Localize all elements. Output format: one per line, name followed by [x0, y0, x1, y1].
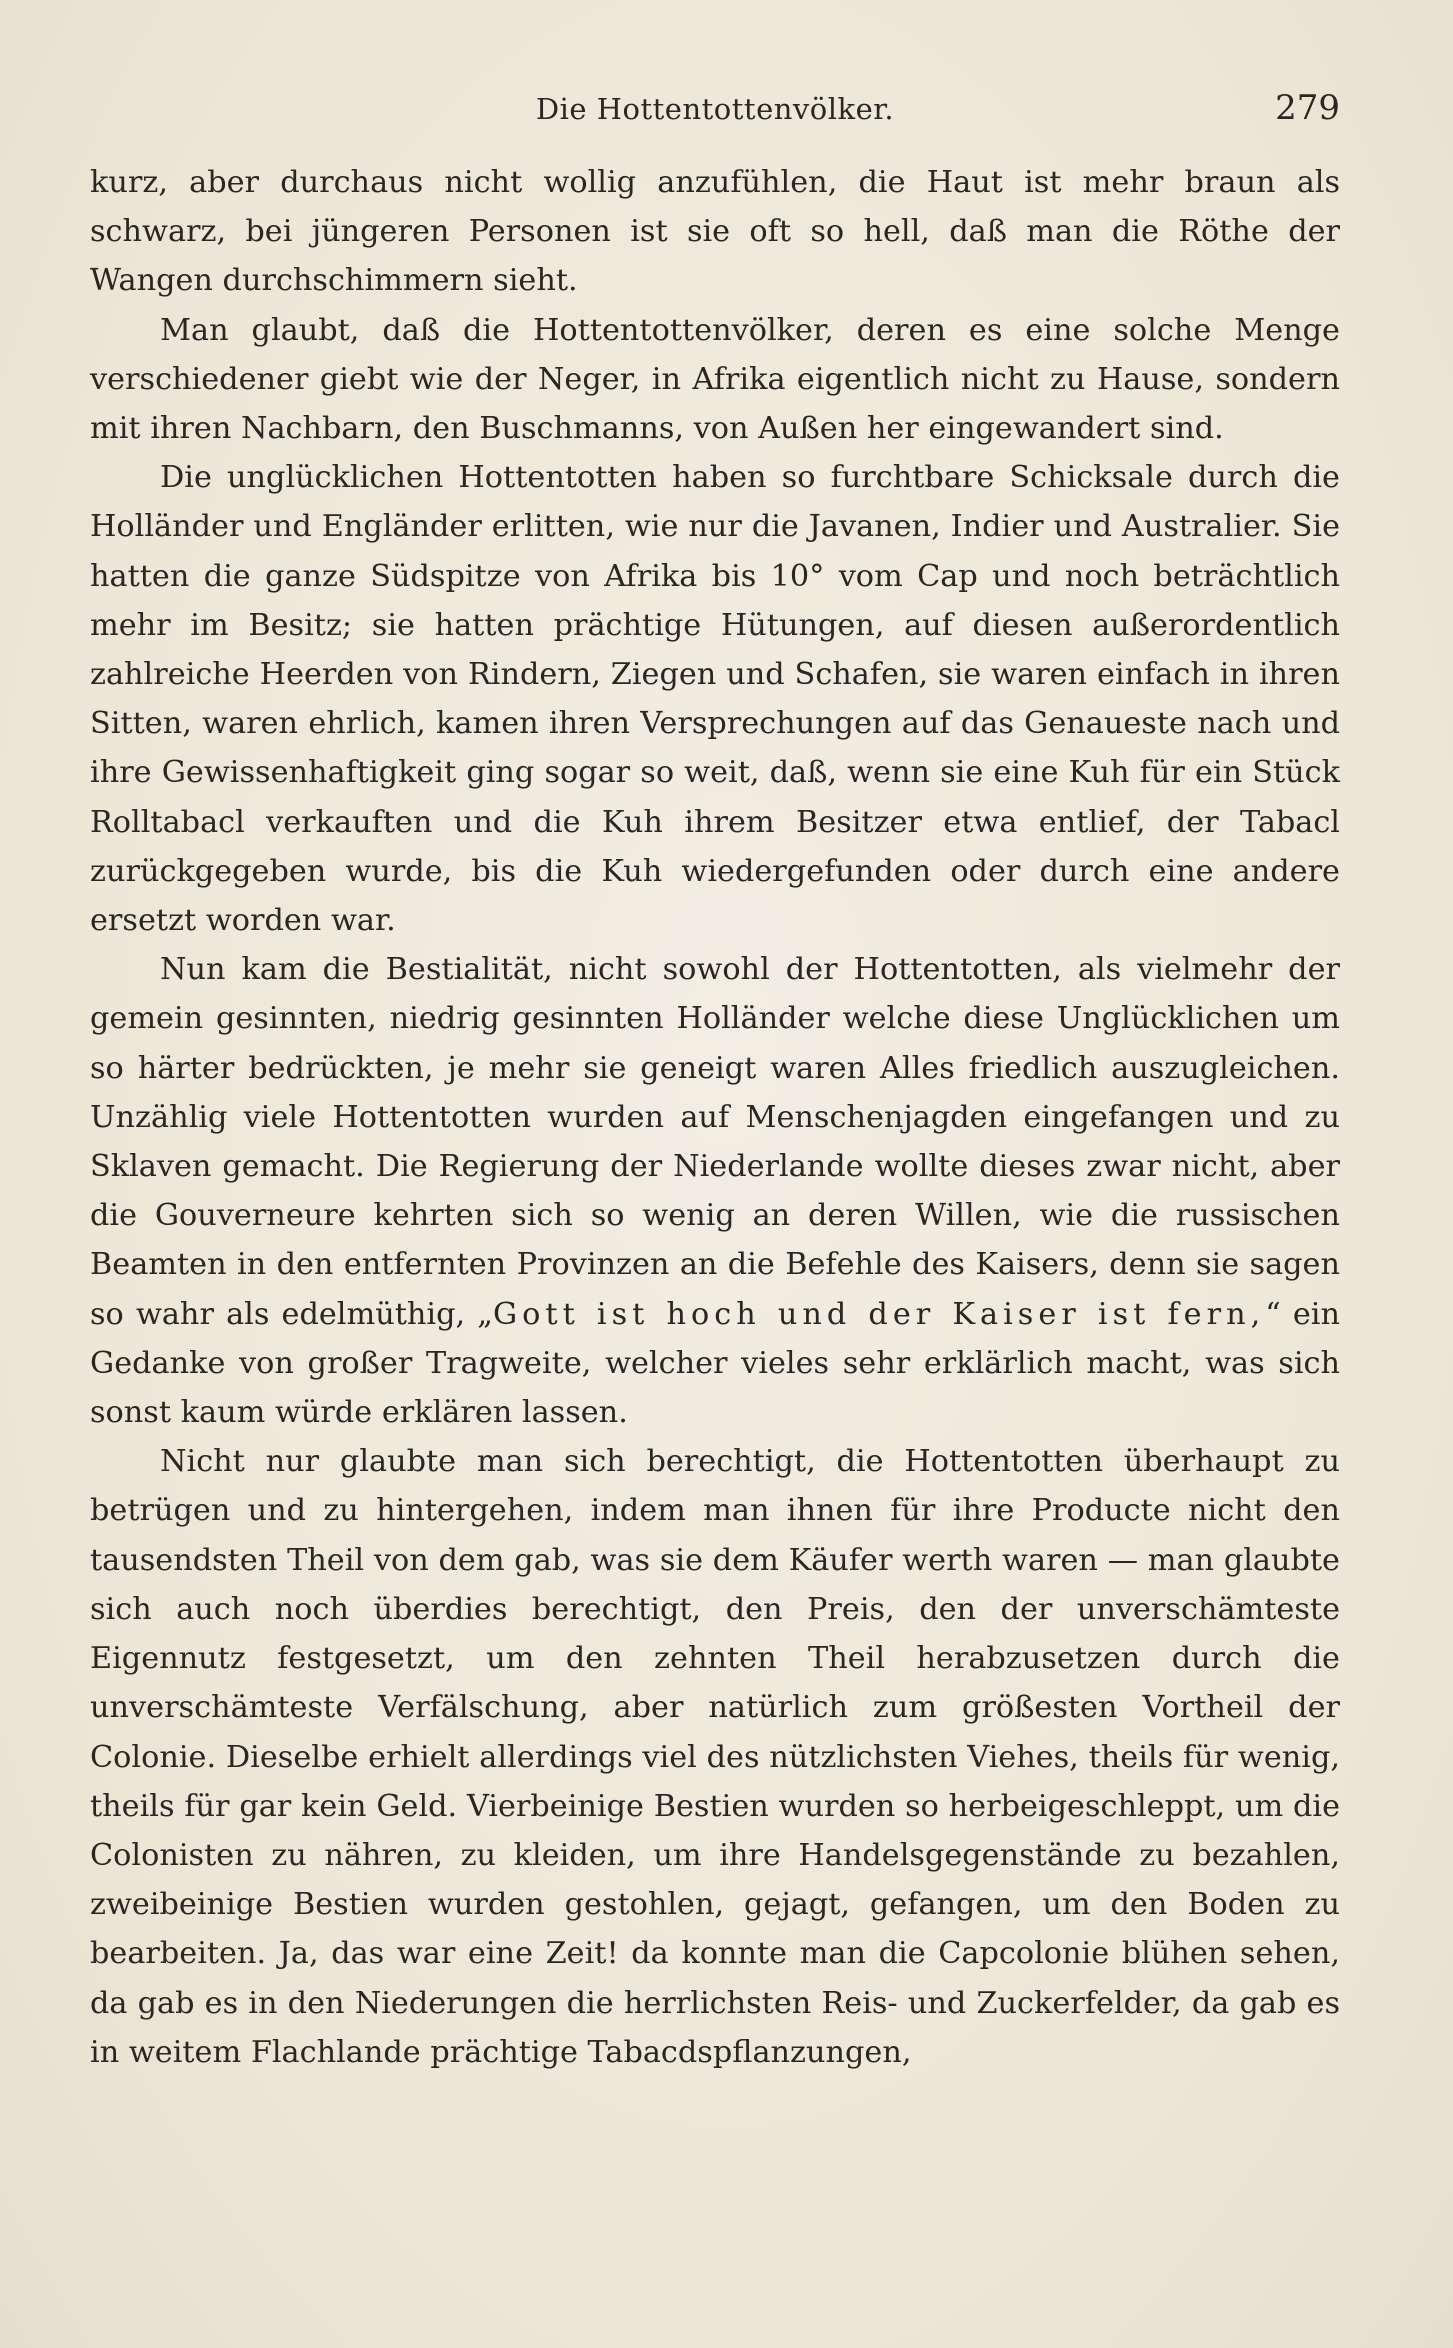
paragraph-3: Die unglücklichen Hottentotten haben so furchtbare Schicksale durch die Holländer und Engländer erlitten, wie nur die Javanen, Indier und Australier. Sie hatten die ganze Südspitze von Afrika bis 10° vom Cap und noch beträchtlich mehr im Besitz; sie hatten prächtige Hütungen, auf diesen außerordentlich zahlreiche Heerden von Rindern, Ziegen und Schafen, sie waren einfach in ihren Sitten, waren ehrlich, kamen ihren Versprechungen auf das Genaueste nach und ihre Gewissenhaftigkeit ging sogar so weit, daß, wenn sie eine Kuh für ein Stück Rolltabacl verkauften und die Kuh ihrem Besitzer etwa entlief, der Tabacl zurückgegeben wurde, bis die Kuh wiedergefunden oder durch eine andere ersetzt worden war.: [90, 460, 1340, 939]
paragraph-1: kurz, aber durchaus nicht wollig anzufühlen, die Haut ist mehr braun als schwarz, bei jüngeren Personen ist sie oft so hell, daß man die Röthe der Wangen durchschimmern sieht.: [90, 165, 1340, 299]
running-head: [90, 88, 1340, 132]
header-title: Die Hottentottenvölker.: [535, 92, 895, 126]
paragraph-5: Nicht nur glaubte man sich berechtigt, die Hottentotten überhaupt zu betrügen und zu hintergehen, indem man ihnen für ihre Producte nicht den tausendsten Theil von dem gab, was sie dem Käufer werth waren — man glaubte sich auch noch überdies berechtigt, den Preis, den der unverschämteste Eigennutz festgesetzt, um den zehnten Theil herabzusetzen durch die unverschämteste Verfälschung, aber natürlich zum größesten Vortheil der Colonie. Dieselbe erhielt allerdings viel des nützlichsten Viehes, theils für wenig, theils für gar kein Geld. Vierbeinige Bestien wurden so herbeigeschleppt, um die Colonisten zu nähren, zu kleiden, um ihre Handelsgegenstände zu bezahlen, zweibeinige Bestien wurden gestohlen, gejagt, gefangen, um den Boden zu bearbeiten. Ja, das war eine Zeit! da konnte man die Capcolonie blühen sehen, da gab es in den Niederungen die herrlichsten Reis- und Zuckerfelder, da gab es in weitem Flachlande prächtige Tabacdspflanzungen,: [90, 1444, 1340, 2070]
paragraph-4-text-after: “ ein Gedanke von großer Tragweite, welcher vieles sehr erklärlich macht, was sich sonst kaum würde erklären lassen.: [90, 1296, 1340, 1431]
paragraph-2: Man glaubt, daß die Hottentottenvölker, deren es eine solche Menge verschiedener giebt wie der Neger, in Afrika eigentlich nicht zu Hause, sondern mit ihren Nachbarn, den Buschmanns, von Außen her eingewandert sind.: [90, 312, 1340, 447]
paragraph-4: [90, 945, 1340, 1437]
body-text: [90, 158, 1340, 2077]
page-number: 279: [1275, 88, 1340, 128]
proverb-quote: Gott ist hoch und der Kaiser ist fern,: [492, 1296, 1266, 1332]
paragraph-4-text-before: Nun kam die Bestialität, nicht sowohl der Hottentotten, als vielmehr der gemein gesinnten, niedrig gesinnten Holländer welche diese Unglücklichen um so härter bedrückten, je mehr sie geneigt waren Alles friedlich auszugleichen. Unzählig viele Hottentotten wurden auf Menschenjagden eingefangen und zu Sklaven gemacht. Die Regierung der Niederlande wollte dieses zwar nicht, aber die Gouverneure kehrten sich so wenig an deren Willen, wie die russischen Beamten in den entfernten Provinzen an die Befehle des Kaisers, denn sie sagen so wahr als edelmüthig, „: [90, 952, 1340, 1332]
